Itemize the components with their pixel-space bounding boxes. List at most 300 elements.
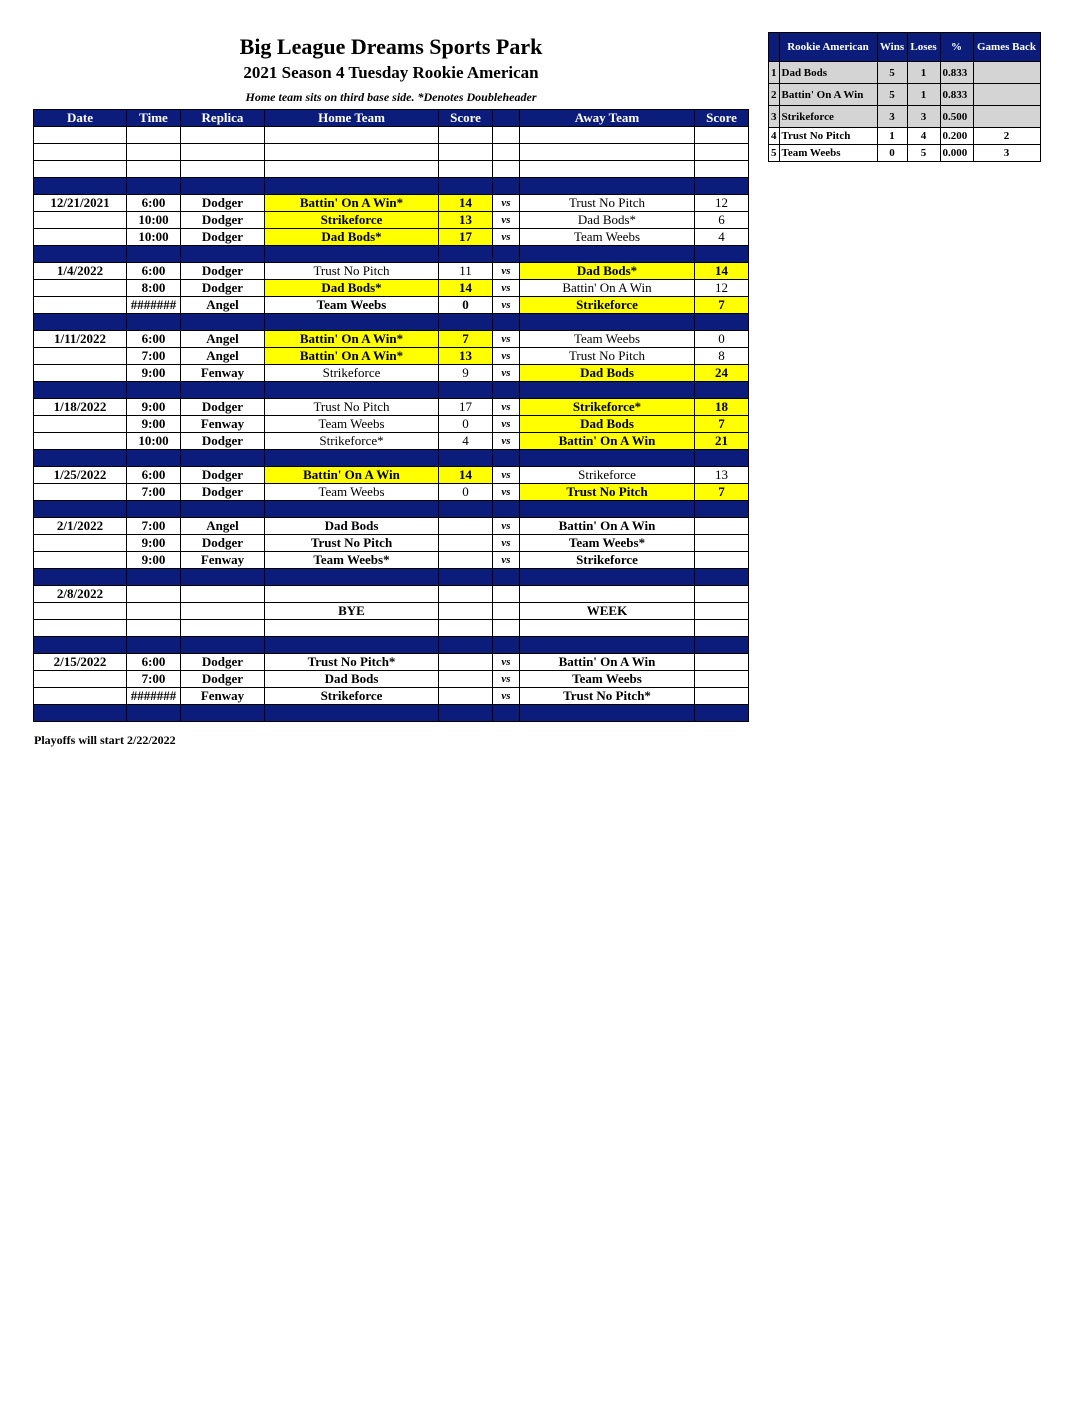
game-row	[34, 484, 749, 501]
time-cell: 9:00	[127, 365, 181, 382]
game-row	[34, 399, 749, 416]
time-cell: 9:00	[127, 552, 181, 569]
game-row	[34, 195, 749, 212]
standings-row	[769, 106, 1041, 128]
separator-cell	[695, 382, 749, 399]
separator-cell	[439, 705, 493, 722]
date-cell	[34, 280, 127, 297]
game-row	[34, 365, 749, 382]
game-row	[34, 586, 749, 603]
date-cell	[34, 484, 127, 501]
game-row	[34, 552, 749, 569]
away-team-cell: Strikeforce*	[520, 399, 695, 416]
standings-games-back-cell	[973, 106, 1040, 128]
game-row	[34, 263, 749, 280]
vs-cell: vs	[493, 654, 520, 671]
separator-cell	[695, 314, 749, 331]
home-score-cell: 0	[439, 484, 493, 501]
game-row	[34, 518, 749, 535]
standings-games-back-cell: 3	[973, 145, 1040, 162]
date-cell	[34, 688, 127, 705]
vs-cell	[493, 603, 520, 620]
standings-rank-cell: 5	[769, 145, 780, 162]
separator-cell	[265, 705, 439, 722]
standings-pct-cell: 0.500	[940, 106, 973, 128]
away-team-cell	[520, 620, 695, 637]
replica-cell: Fenway	[181, 365, 265, 382]
separator-cell	[520, 501, 695, 518]
date-cell: 1/11/2022	[34, 331, 127, 348]
home-team-cell: Battin' On A Win*	[265, 195, 439, 212]
week-separator-row	[34, 246, 749, 263]
vs-cell	[493, 586, 520, 603]
separator-cell	[265, 501, 439, 518]
home-score-cell: 9	[439, 365, 493, 382]
home-score-cell: 17	[439, 229, 493, 246]
date-cell: 1/25/2022	[34, 467, 127, 484]
home-score-cell: 13	[439, 212, 493, 229]
game-row	[34, 161, 749, 178]
vs-cell: vs	[493, 263, 520, 280]
away-team-cell: Dad Bods*	[520, 212, 695, 229]
separator-cell	[265, 178, 439, 195]
standings-loses-cell: 5	[907, 145, 940, 162]
replica-cell: Dodger	[181, 399, 265, 416]
separator-cell	[127, 314, 181, 331]
away-team-cell: Trust No Pitch	[520, 195, 695, 212]
separator-cell	[493, 314, 520, 331]
game-row	[34, 348, 749, 365]
game-row	[34, 433, 749, 450]
week-separator-row	[34, 637, 749, 654]
replica-cell: Dodger	[181, 484, 265, 501]
separator-cell	[493, 382, 520, 399]
standings-pct-cell: 0.833	[940, 84, 973, 106]
vs-cell: vs	[493, 195, 520, 212]
separator-cell	[181, 705, 265, 722]
replica-cell: Angel	[181, 518, 265, 535]
date-cell	[34, 144, 127, 161]
away-team-cell	[520, 144, 695, 161]
replica-cell: Angel	[181, 348, 265, 365]
date-cell: 2/8/2022	[34, 586, 127, 603]
game-row	[34, 331, 749, 348]
standings-team-cell: Strikeforce	[779, 106, 877, 128]
standings-wins-cell: 5	[877, 84, 907, 106]
replica-cell	[181, 127, 265, 144]
separator-cell	[520, 382, 695, 399]
home-score-cell	[439, 552, 493, 569]
away-team-cell	[520, 127, 695, 144]
time-cell: 9:00	[127, 399, 181, 416]
separator-cell	[520, 178, 695, 195]
standings-wins-cell: 3	[877, 106, 907, 128]
away-team-cell: Trust No Pitch	[520, 484, 695, 501]
away-team-cell: Team Weebs	[520, 229, 695, 246]
standings-rank-cell: 1	[769, 62, 780, 84]
home-team-cell	[265, 161, 439, 178]
game-row	[34, 671, 749, 688]
col-time-header: Time	[127, 110, 181, 127]
home-team-cell: Battin' On A Win*	[265, 331, 439, 348]
separator-cell	[265, 382, 439, 399]
separator-cell	[265, 246, 439, 263]
home-team-cell	[265, 620, 439, 637]
date-cell: 2/1/2022	[34, 518, 127, 535]
vs-cell: vs	[493, 416, 520, 433]
away-score-cell: 7	[695, 297, 749, 314]
away-score-cell	[695, 654, 749, 671]
col-away-team-header: Away Team	[520, 110, 695, 127]
home-score-cell: 14	[439, 280, 493, 297]
home-team-cell	[265, 586, 439, 603]
separator-cell	[265, 314, 439, 331]
date-cell	[34, 552, 127, 569]
schedule-table	[33, 109, 749, 722]
away-team-cell: WEEK	[520, 603, 695, 620]
home-score-cell: 7	[439, 331, 493, 348]
game-row	[34, 280, 749, 297]
separator-cell	[493, 178, 520, 195]
away-score-cell: 8	[695, 348, 749, 365]
separator-cell	[127, 246, 181, 263]
replica-cell: Fenway	[181, 688, 265, 705]
home-team-cell: Team Weebs	[265, 416, 439, 433]
away-score-cell	[695, 127, 749, 144]
vs-cell: vs	[493, 399, 520, 416]
standings-loses-cell: 1	[907, 62, 940, 84]
time-cell: #######	[127, 688, 181, 705]
home-score-cell: 0	[439, 297, 493, 314]
home-score-cell	[439, 144, 493, 161]
standings-wins-cell: 1	[877, 128, 907, 145]
separator-cell	[127, 178, 181, 195]
date-cell	[34, 365, 127, 382]
vs-cell	[493, 161, 520, 178]
home-score-cell	[439, 671, 493, 688]
home-team-cell: Battin' On A Win	[265, 467, 439, 484]
time-cell: 6:00	[127, 331, 181, 348]
replica-cell: Dodger	[181, 535, 265, 552]
game-row	[34, 603, 749, 620]
separator-cell	[493, 501, 520, 518]
separator-cell	[695, 637, 749, 654]
home-team-cell: Dad Bods	[265, 518, 439, 535]
home-score-cell	[439, 654, 493, 671]
vs-cell: vs	[493, 348, 520, 365]
separator-cell	[127, 382, 181, 399]
standings-rank-header	[769, 33, 780, 62]
date-cell	[34, 212, 127, 229]
home-team-cell: Trust No Pitch	[265, 535, 439, 552]
separator-cell	[439, 569, 493, 586]
separator-cell	[493, 450, 520, 467]
vs-cell: vs	[493, 467, 520, 484]
game-row	[34, 688, 749, 705]
away-score-cell	[695, 586, 749, 603]
away-score-cell: 13	[695, 467, 749, 484]
home-score-cell	[439, 688, 493, 705]
standings-body	[769, 62, 1041, 162]
home-team-cell: Dad Bods	[265, 671, 439, 688]
standings-team-cell: Trust No Pitch	[779, 128, 877, 145]
standings-team-cell: Team Weebs	[779, 145, 877, 162]
vs-cell: vs	[493, 484, 520, 501]
away-score-cell: 12	[695, 195, 749, 212]
separator-cell	[127, 569, 181, 586]
vs-cell: vs	[493, 331, 520, 348]
game-row	[34, 212, 749, 229]
separator-cell	[127, 637, 181, 654]
replica-cell: Dodger	[181, 467, 265, 484]
standings-games-back-cell	[973, 84, 1040, 106]
away-team-cell: Trust No Pitch*	[520, 688, 695, 705]
home-score-cell	[439, 586, 493, 603]
week-separator-row	[34, 501, 749, 518]
game-row	[34, 127, 749, 144]
away-team-cell: Dad Bods	[520, 416, 695, 433]
time-cell	[127, 127, 181, 144]
separator-cell	[181, 314, 265, 331]
separator-cell	[34, 246, 127, 263]
week-separator-row	[34, 178, 749, 195]
home-team-cell: Trust No Pitch*	[265, 654, 439, 671]
separator-cell	[34, 314, 127, 331]
home-score-cell: 14	[439, 195, 493, 212]
time-cell: 6:00	[127, 263, 181, 280]
home-team-cell: Trust No Pitch	[265, 399, 439, 416]
separator-cell	[181, 637, 265, 654]
date-cell: 12/21/2021	[34, 195, 127, 212]
col-date-header: Date	[34, 110, 127, 127]
replica-cell: Dodger	[181, 671, 265, 688]
game-row	[34, 229, 749, 246]
home-team-cell: Strikeforce*	[265, 433, 439, 450]
away-team-cell: Team Weebs	[520, 331, 695, 348]
game-row	[34, 620, 749, 637]
standings-division-header: Rookie American	[779, 33, 877, 62]
replica-cell: Dodger	[181, 654, 265, 671]
date-cell	[34, 161, 127, 178]
home-score-cell: 4	[439, 433, 493, 450]
vs-cell: vs	[493, 535, 520, 552]
standings-loses-header: Loses	[907, 33, 940, 62]
home-score-cell: 11	[439, 263, 493, 280]
away-score-cell: 12	[695, 280, 749, 297]
standings-loses-cell: 3	[907, 106, 940, 128]
standings-row	[769, 128, 1041, 145]
week-separator-row	[34, 314, 749, 331]
home-team-cell: Team Weebs	[265, 297, 439, 314]
separator-cell	[493, 637, 520, 654]
home-score-cell: 17	[439, 399, 493, 416]
replica-cell: Dodger	[181, 195, 265, 212]
time-cell: 10:00	[127, 212, 181, 229]
separator-cell	[439, 382, 493, 399]
time-cell	[127, 144, 181, 161]
separator-cell	[181, 569, 265, 586]
standings-rank-cell: 3	[769, 106, 780, 128]
replica-cell: Angel	[181, 297, 265, 314]
separator-cell	[34, 705, 127, 722]
home-team-cell: Team Weebs*	[265, 552, 439, 569]
time-cell: 6:00	[127, 195, 181, 212]
date-cell	[34, 433, 127, 450]
separator-cell	[127, 501, 181, 518]
home-team-cell: Strikeforce	[265, 212, 439, 229]
away-score-cell: 14	[695, 263, 749, 280]
standings-games-back-cell: 2	[973, 128, 1040, 145]
home-team-cell: Team Weebs	[265, 484, 439, 501]
home-team-cell: Strikeforce	[265, 365, 439, 382]
game-row	[34, 467, 749, 484]
date-cell	[34, 297, 127, 314]
away-score-cell	[695, 144, 749, 161]
separator-cell	[34, 501, 127, 518]
away-score-cell	[695, 535, 749, 552]
home-score-cell: 13	[439, 348, 493, 365]
away-score-cell: 7	[695, 416, 749, 433]
separator-cell	[493, 705, 520, 722]
separator-cell	[439, 178, 493, 195]
standings-pct-cell: 0.200	[940, 128, 973, 145]
week-separator-row	[34, 569, 749, 586]
standings-games-back-header: Games Back	[973, 33, 1040, 62]
separator-cell	[493, 569, 520, 586]
standings-table	[768, 32, 1041, 162]
game-row	[34, 144, 749, 161]
separator-cell	[439, 501, 493, 518]
schedule-header-row	[34, 110, 749, 127]
separator-cell	[181, 382, 265, 399]
standings-pct-cell: 0.000	[940, 145, 973, 162]
away-team-cell: Battin' On A Win	[520, 433, 695, 450]
separator-cell	[127, 450, 181, 467]
time-cell	[127, 161, 181, 178]
standings-games-back-cell	[973, 62, 1040, 84]
away-score-cell: 6	[695, 212, 749, 229]
replica-cell: Fenway	[181, 552, 265, 569]
vs-cell: vs	[493, 552, 520, 569]
separator-cell	[695, 501, 749, 518]
vs-cell: vs	[493, 433, 520, 450]
vs-cell: vs	[493, 365, 520, 382]
separator-cell	[520, 314, 695, 331]
away-team-cell: Trust No Pitch	[520, 348, 695, 365]
standings-loses-cell: 1	[907, 84, 940, 106]
home-score-cell	[439, 518, 493, 535]
away-team-cell: Battin' On A Win	[520, 654, 695, 671]
game-row	[34, 297, 749, 314]
separator-cell	[181, 246, 265, 263]
time-cell: 7:00	[127, 348, 181, 365]
replica-cell: Dodger	[181, 433, 265, 450]
away-score-cell: 7	[695, 484, 749, 501]
col-vs-header	[493, 110, 520, 127]
col-away-score-header: Score	[695, 110, 749, 127]
separator-cell	[34, 450, 127, 467]
away-score-cell: 18	[695, 399, 749, 416]
home-score-cell	[439, 603, 493, 620]
separator-cell	[695, 569, 749, 586]
separator-cell	[520, 450, 695, 467]
home-team-cell: BYE	[265, 603, 439, 620]
standings-rank-cell: 4	[769, 128, 780, 145]
time-cell: 8:00	[127, 280, 181, 297]
separator-cell	[181, 178, 265, 195]
col-home-score-header: Score	[439, 110, 493, 127]
separator-cell	[439, 637, 493, 654]
date-cell: 1/4/2022	[34, 263, 127, 280]
separator-cell	[439, 450, 493, 467]
separator-cell	[695, 705, 749, 722]
time-cell: 9:00	[127, 416, 181, 433]
vs-cell: vs	[493, 518, 520, 535]
game-row	[34, 654, 749, 671]
week-separator-row	[34, 705, 749, 722]
vs-cell: vs	[493, 688, 520, 705]
replica-cell	[181, 620, 265, 637]
separator-cell	[127, 705, 181, 722]
replica-cell	[181, 586, 265, 603]
away-score-cell	[695, 161, 749, 178]
home-score-cell	[439, 535, 493, 552]
separator-cell	[265, 569, 439, 586]
away-score-cell: 21	[695, 433, 749, 450]
separator-cell	[181, 450, 265, 467]
home-team-cell: Strikeforce	[265, 688, 439, 705]
replica-cell: Dodger	[181, 263, 265, 280]
time-cell	[127, 603, 181, 620]
standings-header-row	[769, 33, 1041, 62]
time-cell: 10:00	[127, 229, 181, 246]
vs-cell	[493, 127, 520, 144]
away-team-cell: Strikeforce	[520, 467, 695, 484]
away-score-cell: 24	[695, 365, 749, 382]
separator-cell	[520, 569, 695, 586]
col-home-team-header: Home Team	[265, 110, 439, 127]
date-cell	[34, 127, 127, 144]
home-score-cell: 14	[439, 467, 493, 484]
date-cell: 2/15/2022	[34, 654, 127, 671]
away-score-cell	[695, 688, 749, 705]
away-score-cell	[695, 518, 749, 535]
home-team-cell	[265, 144, 439, 161]
date-cell	[34, 416, 127, 433]
separator-cell	[695, 246, 749, 263]
separator-cell	[520, 705, 695, 722]
separator-cell	[34, 637, 127, 654]
date-cell: 1/18/2022	[34, 399, 127, 416]
standings-wins-cell: 5	[877, 62, 907, 84]
week-separator-row	[34, 450, 749, 467]
schedule-note: Home team sits on third base side. *Denotes Doubleheader	[245, 90, 537, 104]
vs-cell	[493, 620, 520, 637]
separator-cell	[34, 382, 127, 399]
home-score-cell	[439, 127, 493, 144]
time-cell: 7:00	[127, 518, 181, 535]
home-team-cell: Battin' On A Win*	[265, 348, 439, 365]
away-team-cell: Battin' On A Win	[520, 280, 695, 297]
away-score-cell	[695, 620, 749, 637]
home-score-cell: 0	[439, 416, 493, 433]
home-score-cell	[439, 620, 493, 637]
away-score-cell: 0	[695, 331, 749, 348]
away-team-cell: Strikeforce	[520, 552, 695, 569]
game-row	[34, 416, 749, 433]
away-score-cell	[695, 603, 749, 620]
time-cell: 6:00	[127, 467, 181, 484]
